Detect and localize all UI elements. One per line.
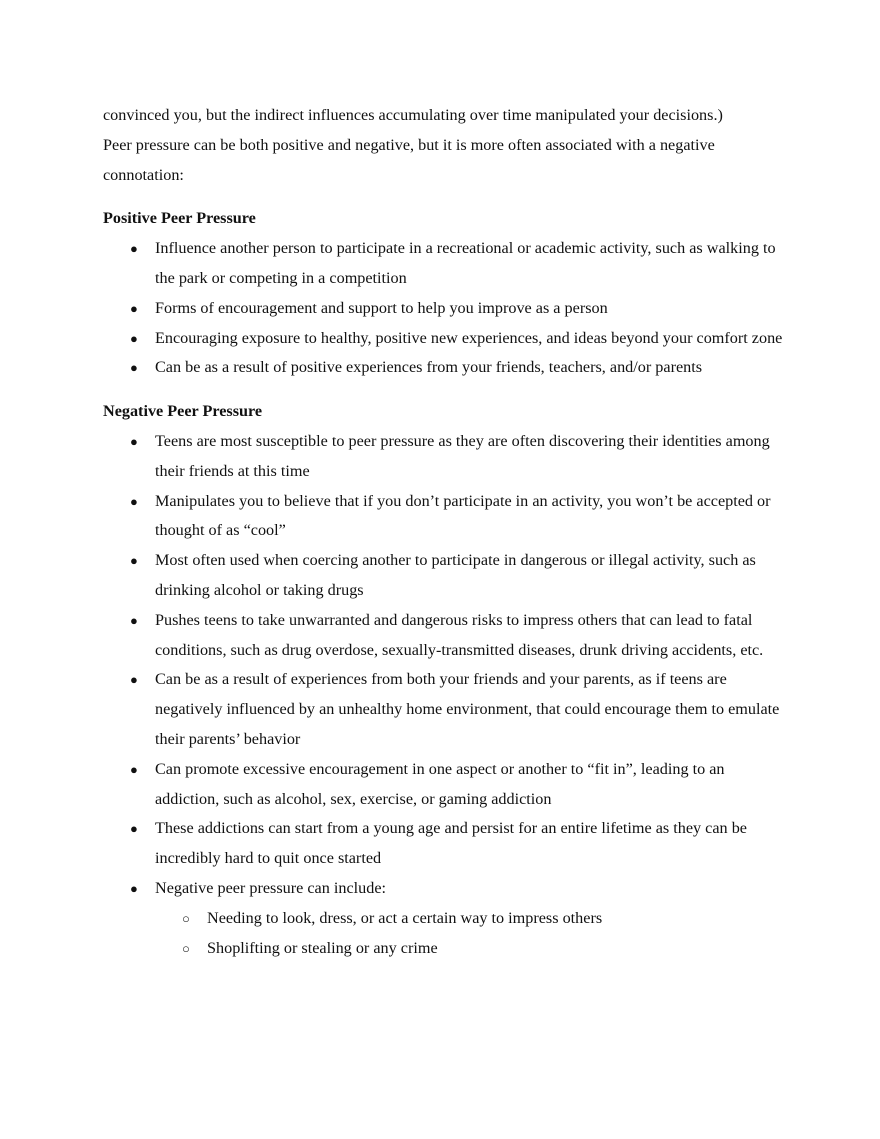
bullet-icon: ● (130, 761, 138, 777)
list-item (130, 487, 783, 547)
list-item (130, 324, 783, 354)
negative-sub-list (155, 904, 783, 964)
list-item-text: Encouraging exposure to healthy, positive new experiences, and ideas beyond your comfort zone (155, 328, 783, 347)
intro-line-2: Peer pressure can be both positive and negative, but it is more often associated with a negative connotation: (103, 135, 715, 184)
list-item (130, 755, 783, 815)
sub-list-item (182, 904, 783, 934)
bullet-icon: ● (130, 821, 138, 837)
bullet-icon: ● (130, 493, 138, 509)
list-item-text: Pushes teens to take unwarranted and dangerous risks to impress others that can lead to fatal conditions, such as drug overdose, sexually-transmitted diseases, drunk driving accidents, etc. (155, 610, 764, 659)
sub-list-item (182, 934, 783, 964)
bullet-icon: ● (130, 553, 138, 569)
hollow-bullet-icon: ○ (182, 910, 190, 926)
list-item-text: Can be as a result of experiences from both your friends and your parents, as if teens are negatively influenced by an unhealthy home environment, that could encourage them to emulate their parents’ behavior (155, 670, 780, 748)
positive-peer-pressure-heading: Positive Peer Pressure (103, 209, 256, 228)
list-item (130, 606, 783, 666)
list-item (130, 353, 783, 383)
list-item-text: Manipulates you to believe that if you don’t participate in an activity, you won’t be accepted or thought of as “cool” (155, 491, 771, 540)
list-item-text: Most often used when coercing another to participate in dangerous or illegal activity, such as drinking alcohol or taking drugs (155, 551, 756, 599)
intro-line-1: convinced you, but the indirect influences accumulating over time manipulated your decisions.) (103, 106, 723, 124)
bullet-icon: ● (130, 300, 138, 316)
list-item-text: Can be as a result of positive experiences from your friends, teachers, and/or parents (155, 358, 703, 377)
document-body (103, 101, 783, 963)
sub-list-item-text: Needing to look, dress, or act a certain way to impress others (207, 908, 603, 927)
bullet-icon: ● (130, 672, 138, 688)
sub-list-item-text: Shoplifting or stealing or any crime (207, 938, 438, 957)
list-item-text: Teens are most susceptible to peer pressure as they are often discovering their identities among their friends at this time (155, 431, 770, 480)
hollow-bullet-icon: ○ (182, 940, 190, 956)
list-item (130, 814, 783, 874)
bullet-icon: ● (130, 330, 138, 346)
list-item-text: Can promote excessive encouragement in one aspect or another to “fit in”, leading to an addiction, such as alcohol, sex, exercise, or gaming addiction (155, 759, 725, 808)
list-item (130, 234, 783, 294)
negative-peer-pressure-heading: Negative Peer Pressure (103, 402, 263, 421)
positive-list (103, 234, 783, 383)
list-item-text: Influence another person to participate in a recreational or academic activity, such as walking to the park or competing in a competition (155, 239, 776, 287)
bullet-icon: ● (130, 612, 138, 628)
list-item (130, 546, 783, 606)
list-item-text: These addictions can start from a young age and persist for an entire lifetime as they can be incredibly hard to quit once started (155, 819, 747, 868)
list-item-text: Forms of encouragement and support to help you improve as a person (155, 298, 608, 317)
bullet-icon: ● (130, 241, 138, 257)
bullet-icon: ● (130, 433, 138, 449)
list-item (130, 665, 783, 754)
bullet-icon: ● (130, 360, 138, 376)
list-item (130, 294, 783, 324)
list-item (130, 874, 783, 963)
intro-paragraph (103, 101, 783, 190)
negative-list (103, 427, 783, 963)
bullet-icon: ● (130, 880, 138, 896)
list-item (130, 427, 783, 487)
list-item-text: Negative peer pressure can include: (155, 878, 387, 897)
